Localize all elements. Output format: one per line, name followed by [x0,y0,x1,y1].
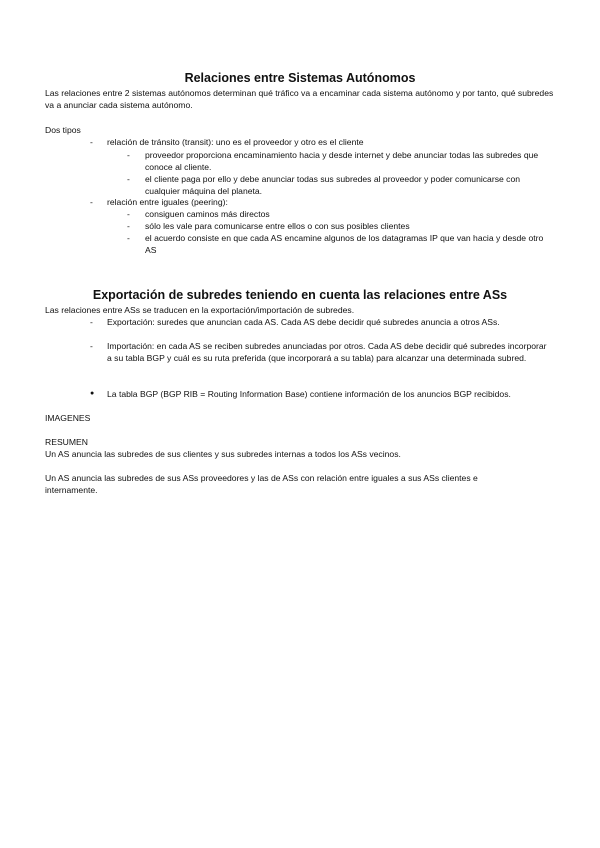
section-title-relaciones: Relaciones entre Sistemas Autónomos [184,71,416,85]
bullet-marker: ● [90,390,95,397]
sub-item: sólo les vale para comunicarse entre ellos o con sus posibles clientes [145,221,410,231]
list-item-peering: relación entre iguales (peering): [107,197,228,207]
section-intro: Las relaciones entre ASs se traducen en la exportación/importación de subredes. [45,305,355,315]
imagenes-label: IMAGENES [45,413,91,423]
list-item-exportacion: Exportación: suredes que anuncian cada AS. Cada AS debe decidir qué subredes anuncia a otros ASs. [107,317,500,327]
section-intro: Las relaciones entre 2 sistemas autónomos determinan qué tráfico va a encaminar cada sistema autónomo y por tanto, qué subredes va a anunciar cada sistema autónomo. [45,88,554,110]
resumen-label: RESUMEN [45,437,88,447]
dash-marker: - [127,233,130,243]
sub-item: el acuerdo consiste en que cada AS encamine algunos de los datagramas IP que van hacia y desde otro AS [145,233,544,255]
sub-item: el cliente paga por ello y debe anunciar todas sus subredes al proveedor y poder comunicarse con cualquier máquina del planeta. [145,174,521,196]
dash-marker: - [90,137,93,147]
resumen-line-1: Un AS anuncia las subredes de sus clientes y sus subredes internas a todos los ASs vecinos. [45,449,401,459]
sub-item: consiguen caminos más directos [145,209,270,219]
list-item-bgp-table: La tabla BGP (BGP RIB = Routing Information Base) contiene información de los anuncios BGP recibidos. [107,389,511,399]
dash-marker: - [127,209,130,219]
list-item-importacion: Importación: en cada AS se reciben subredes anunciadas por otros. Cada AS debe decidir qué subredes incorporar a su tabla BGP y cuál es su ruta preferida (que incorporará a su tabla) para alcanzar una determinada subred. [107,341,547,363]
dash-marker: - [90,317,93,327]
sub-item: proveedor proporciona encaminamiento hacia y desde internet y debe anunciar todas las subredes que conoce al cliente. [145,150,539,172]
types-heading: Dos tipos [45,125,81,135]
resumen-line-2: Un AS anuncia las subredes de sus ASs proveedores y las de ASs con relación entre iguales a sus ASs clientes e internamente. [45,473,478,495]
dash-marker: - [90,341,93,351]
section-title-exportacion: Exportación de subredes teniendo en cuenta las relaciones entre ASs [92,288,508,302]
dash-marker: - [127,174,130,184]
dash-marker: - [127,221,130,231]
dash-marker: - [127,150,130,160]
dash-marker: - [90,197,93,207]
list-item-transit: relación de tránsito (transit): uno es el proveedor y otro es el cliente [107,137,364,147]
